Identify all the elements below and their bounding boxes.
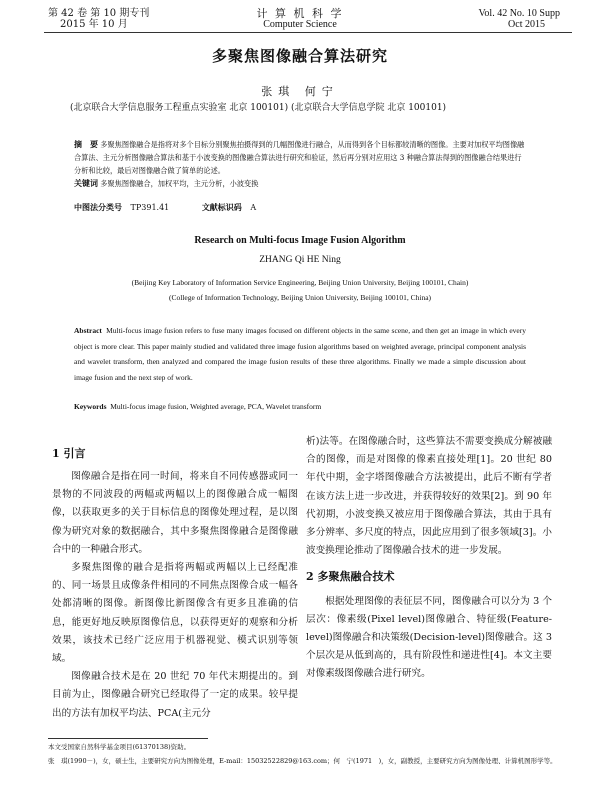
keywords-en-label: Keywords — [74, 402, 107, 411]
section-2-heading: 2 多聚焦融合技术 — [306, 570, 395, 584]
footnote-bio: 张 琪(1990－)，女，硕士生，主要研究方向为图像处理，E-mail：15032522829@163.com；何 宁(1971 )，女，副教授，主要研究方向为图像处理、计算机图形学等。 — [48, 757, 557, 765]
doc-label: 文献标识码 — [201, 202, 242, 212]
keywords-cn: 多聚焦图像融合，加权平均，主元分析，小波变换 — [100, 179, 259, 188]
section-2-para-1: 根据处理图像的表征层不同，图像融合可以分为 3 个层次：像素级(Pixel level)图像融合、特征级(Feature-level)图像融合和决策级(Decision-level)图像融合。这 3 个层次是从低到高的，具有阶段性和递进性[4]。本文主要对像素级图像融合进行研究。 — [306, 595, 552, 680]
title-en: Research on Multi-focus Image Fusion Algorithm — [194, 235, 406, 246]
abstract-cn — [74, 138, 526, 190]
authors-en: ZHANG Qi HE Ning — [259, 255, 341, 265]
abstract-en-text: Multi-focus image fusion refers to fuse many images focused on different objects in the same scene, and then get an image in which every object is more clear. This paper mainly studied and validated three image fusion algorithms based on weighted average, principal component analysis and wavelet transform, then analyzed and compared the image fusion results of these three algorithms. Finally we made a simple discussion about image fusion and the next step of work. — [74, 326, 527, 382]
footnote-fund: 本文受国家自然科学基金项目(61370138)资助。 — [48, 743, 191, 751]
cls-value: TP391.41 — [130, 203, 170, 212]
classification — [74, 202, 256, 213]
section-1-para-1: 图像融合是指在同一时间，将来自不同传感器或同一景物的不同波段的两幅或两幅以上的图像融合成一幅图像，以获取更多的关于目标信息的图像处理过程，是以图像为研究对象的数据融合，其中多聚焦图像融合是图像融合中的一种融合形式。 — [52, 471, 298, 555]
footnote-rule — [48, 738, 208, 739]
abstract-en — [74, 323, 526, 385]
volume-en: Vol. 42 No. 10 Supp — [478, 8, 560, 19]
date-cn: 2015 年 10 月 — [60, 19, 128, 30]
right-para-1: 析)法等。在图像融合时，这些算法不需要变换成分解被融合的图像，而是对图像的像素直接处理[1]。20 世纪 80 年代中期，金字塔图像融合方法被提出，此后不断有学者在该方法上进一步改进，并获得较好的效果[2]。到 90 年代初期，小波变换又被应用于图像融合算法，其由于具有多分辨率、多尺度的特点，因此应用到了很多领域[3]。小波变换理论推动了图像融合技术的进一步发展。 — [306, 436, 552, 557]
journal-cn: 计 算 机 科 学 — [256, 7, 344, 20]
abstract-cn-label: 摘 要 — [74, 139, 98, 149]
doc-value: A — [250, 203, 257, 212]
section-1-para-2: 多聚焦图像的融合是指将两幅或两幅以上已经配准的、同一场景且成像条件相同的不同焦点图像合成一幅各处都清晰的图像。新图像比新图像含有更多且准确的信息，能更好地反映原图像信息，以获得更好的观察和分析效果，该技术已经广泛应用于机器视觉、模式识别等领域。 — [52, 562, 298, 665]
affiliation-en-1: (Beijing Key Laboratory of Information Service Engineering, Beijing Union University, Beijing 100101, Chain) — [131, 278, 469, 287]
affiliation-en-2: (College of Information Technology, Beijing Union University, Beijing 100101, China) — [168, 293, 432, 302]
keywords-en-text: Multi-focus image fusion, Weighted average, PCA, Wavelet transform — [110, 402, 322, 411]
section-1-para-3: 图像融合技术是在 20 世纪 70 年代末期提出的。到目前为止，图像融合研究已经取得了一定的成果。较早提出的方法有加权平均法、PCA(主元分 — [52, 671, 298, 719]
paper-title: 多聚焦图像融合算法研究 — [211, 47, 388, 65]
left-column — [52, 468, 298, 723]
keywords-en — [74, 402, 321, 411]
volume-cn: 第 42 卷 第 10 期专刊 — [48, 8, 150, 19]
abstract-en-label: Abstract — [74, 326, 102, 335]
keywords-cn-label: 关键词 — [74, 178, 98, 188]
affiliation-cn: (北京联合大学信息服务工程重点实验室 北京 100101) (北京联合大学信息学院 北京 100101) — [70, 103, 447, 113]
header-rule — [44, 32, 572, 33]
cls-label: 中图法分类号 — [74, 202, 122, 212]
authors-cn: 张琪 何宁 — [261, 85, 339, 98]
journal-en: Computer Science — [263, 19, 337, 30]
abstract-cn-text: 多聚焦图像融合是指将对多个目标分别聚焦拍摄得到的几幅图像进行融合，从而得到各个目标都较清晰的图像。主要对加权平均图像融合算法、主元分析图像融合算法和基于小波变换的图像融合算法进行研究和验证，然后再分别对应用这 3 种融合算法得到的图像融合结果进行分析和比较，最后对图像融合做了简单的论述。 — [74, 140, 525, 175]
section-1-heading: 1 引言 — [52, 447, 86, 460]
right-column — [306, 433, 552, 684]
date-en: Oct 2015 — [508, 19, 545, 30]
